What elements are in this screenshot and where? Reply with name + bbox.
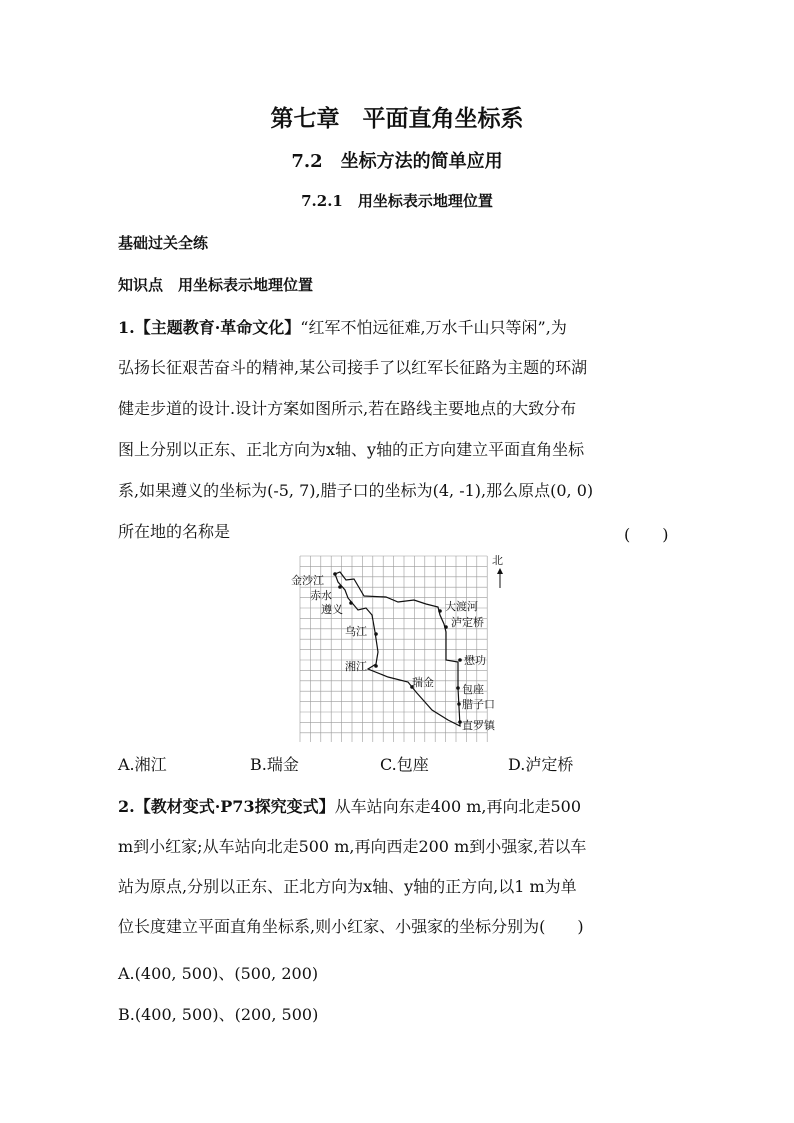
section-title: 7.2 坐标方法的简单应用 <box>291 151 503 172</box>
q1-option-a: A.湘江 <box>118 755 167 774</box>
place-baozuo: 包座 <box>462 683 484 696</box>
subsection-title: 7.2.1 用坐标表示地理位置 <box>301 192 493 210</box>
route-path <box>335 572 460 726</box>
q1-line-3: 健走步道的设计.设计方案如图所示,若在路线主要地点的大致分布 <box>118 399 577 418</box>
q1-line-4: 图上分别以正东、正北方向为x轴、y轴的正方向建立平面直角坐标 <box>118 440 585 459</box>
q1-tag: 【主题教育·革命文化】 <box>134 318 301 337</box>
q2-text-1: 从车站向东走400 m,再向北走500 <box>334 797 582 816</box>
knowledge-point: 知识点 用坐标表示地理位置 <box>118 276 314 294</box>
place-daduhe: 大渡河 <box>445 600 478 613</box>
q1-line-1 <box>118 318 567 338</box>
q2-line-1 <box>118 797 581 817</box>
chapter-title: 第七章 平面直角坐标系 <box>270 105 524 132</box>
q1-option-d: D.泸定桥 <box>508 755 574 774</box>
place-maogong: 懋功 <box>464 654 486 667</box>
q2-tag: 【教材变式·P73探究变式】 <box>134 797 335 816</box>
q1-line-2: 弘扬长征艰苦奋斗的精神,某公司接手了以红军长征路为主题的环湖 <box>118 358 588 377</box>
q1-text-1: “红军不怕远征难,万水千山只等闲”,为 <box>300 318 567 337</box>
north-arrow-head <box>497 568 503 574</box>
place-zhiluozhen: 直罗镇 <box>462 719 495 732</box>
q2-option-a: A.(400, 500)、(500, 200) <box>118 964 319 983</box>
place-zunyi: 遵义 <box>321 603 343 616</box>
place-chishui: 赤水 <box>310 589 332 602</box>
place-lazikou: 腊子口 <box>462 698 495 711</box>
q1-option-b: B.瑞金 <box>250 755 299 774</box>
place-ludingqiao: 泸定桥 <box>451 616 484 629</box>
q2-option-b: B.(400, 500)、(200, 500) <box>118 1005 319 1024</box>
q1-option-c: C.包座 <box>380 755 429 774</box>
q1-answer-paren: ( ) <box>624 525 669 544</box>
q2-line-2: m到小红家;从车站向北走500 m,再向西走200 m到小强家,若以车 <box>118 837 587 856</box>
place-ruijin: 瑞金 <box>412 676 434 689</box>
route-markers <box>333 572 462 724</box>
q1-number: 1. <box>118 318 135 337</box>
q2-line-4: 位长度建立平面直角坐标系,则小红家、小强家的坐标分别为( ) <box>118 917 584 936</box>
q2-number: 2. <box>118 797 135 816</box>
north-label: 北 <box>492 554 503 567</box>
practice-heading: 基础过关全练 <box>118 234 209 252</box>
place-jinshajiang: 金沙江 <box>291 574 324 587</box>
place-xiangjiang: 湘江 <box>345 660 367 673</box>
q1-line-6: 所在地的名称是 <box>118 522 231 541</box>
q1-line-5: 系,如果遵义的坐标为(-5, 7),腊子口的坐标为(4, -1),那么原点(0, 0) <box>118 481 594 500</box>
place-wujiang: 乌江 <box>345 625 367 638</box>
q1-route-map <box>288 552 510 742</box>
q2-line-3: 站为原点,分别以正东、正北方向为x轴、y轴的正方向,以1 m为单 <box>118 877 577 896</box>
